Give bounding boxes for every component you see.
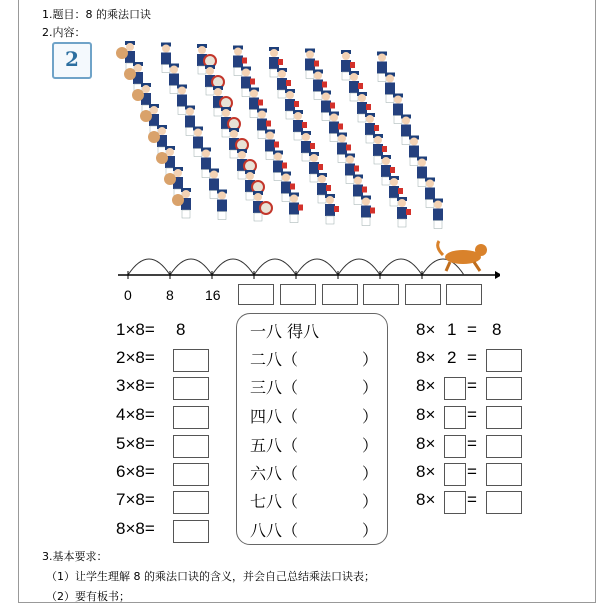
equals-sign: = <box>467 348 477 367</box>
mnemonic-close-paren: ） <box>362 436 379 455</box>
mnemonic-line: 五八（ <box>250 436 299 455</box>
mnemonic-close-paren: ） <box>362 378 379 397</box>
equals-sign: = <box>467 320 477 339</box>
band-member <box>397 197 411 227</box>
requirement-item: （2）要有板书； <box>46 590 130 603</box>
answer-box[interactable] <box>173 491 209 514</box>
answer-box[interactable] <box>173 406 209 429</box>
numline-box-32[interactable] <box>280 284 316 305</box>
band-member <box>401 115 411 145</box>
band-member <box>116 41 135 71</box>
number-line <box>110 235 500 285</box>
numline-label-16: 16 <box>205 287 221 303</box>
mnemonic-line: 四八（ <box>250 407 299 426</box>
answer-box[interactable] <box>486 435 522 458</box>
numline-box-56[interactable] <box>405 284 441 305</box>
band-member <box>289 193 303 223</box>
jump-arc <box>338 259 380 275</box>
equals-sign: = <box>467 490 477 509</box>
equation-factor: 8× <box>416 348 436 367</box>
band-member <box>417 157 427 187</box>
band-member <box>217 190 227 220</box>
band-member <box>161 43 171 73</box>
mnemonic-close-paren: ） <box>362 407 379 426</box>
jump-arc <box>128 259 170 275</box>
mnemonic-close-paren: ） <box>362 492 379 511</box>
equation-factor: 8× <box>416 490 436 509</box>
answer-box[interactable] <box>173 377 209 400</box>
equals-sign: = <box>467 376 477 395</box>
numline-label-8: 8 <box>166 287 174 303</box>
equation-factor: 8× <box>416 462 436 481</box>
jump-arc <box>254 259 296 275</box>
multiplier-box[interactable] <box>444 377 466 400</box>
equals-sign: = <box>467 405 477 424</box>
band-member <box>169 64 179 94</box>
band-member <box>185 106 195 136</box>
equation-expr: 3×8= <box>116 376 155 395</box>
jump-arc <box>380 259 422 275</box>
numline-box-48[interactable] <box>363 284 399 305</box>
band-member <box>253 191 272 221</box>
mnemonic-close-paren: ） <box>362 521 379 540</box>
mnemonic-close-paren: ） <box>362 350 379 369</box>
numline-box-64[interactable] <box>446 284 482 305</box>
equation-expr: 1×8= <box>116 320 155 339</box>
requirements-title: 3.基本要求： <box>42 550 108 563</box>
answer-box[interactable] <box>173 349 209 372</box>
title-line: 1.题目：8 的乘法口诀 <box>42 8 151 21</box>
multiplier-box[interactable] <box>444 435 466 458</box>
band-member <box>193 127 203 157</box>
answer-box[interactable] <box>173 435 209 458</box>
mnemonic-close-paren: ） <box>362 464 379 483</box>
numline-box-24[interactable] <box>238 284 274 305</box>
equation-factor: 8× <box>416 320 436 339</box>
equation-factor: 8× <box>416 405 436 424</box>
equation-expr: 4×8= <box>116 405 155 424</box>
equals-sign: = <box>467 462 477 481</box>
mnemonic-line: 三八（ <box>250 378 299 397</box>
band-member <box>201 148 211 178</box>
equation-expr: 6×8= <box>116 462 155 481</box>
content-label: 2.内容： <box>42 26 86 39</box>
band-member <box>377 52 387 82</box>
band-member <box>177 85 187 115</box>
lesson-number-badge: 2 <box>52 42 92 79</box>
band-member <box>325 194 339 224</box>
dog-icon <box>438 241 487 271</box>
band-member <box>433 199 443 229</box>
equation-expr: 5×8= <box>116 434 155 453</box>
band-member <box>425 178 435 208</box>
band-member <box>393 94 403 124</box>
mnemonic-line: 二八（ <box>250 350 299 369</box>
answer-box[interactable] <box>173 463 209 486</box>
answer-box[interactable] <box>486 491 522 514</box>
equation-factor: 8× <box>416 434 436 453</box>
numline-label-0: 0 <box>124 287 132 303</box>
band-member <box>409 136 419 166</box>
mnemonic-line: 八八（ <box>250 521 299 540</box>
equation-multiplier: 2 <box>447 348 457 367</box>
jump-arc <box>212 259 254 275</box>
equation-answer: 8 <box>176 320 186 339</box>
answer-box[interactable] <box>173 520 209 543</box>
band-member <box>209 169 219 199</box>
equation-expr: 7×8= <box>116 490 155 509</box>
band-member <box>361 196 375 226</box>
numline-box-40[interactable] <box>322 284 358 305</box>
multiplier-box[interactable] <box>444 463 466 486</box>
equation-factor: 8× <box>416 376 436 395</box>
equals-sign: = <box>467 434 477 453</box>
equation-multiplier: 1 <box>447 320 457 339</box>
mnemonic-line: 七八（ <box>250 492 299 511</box>
requirement-item: （1）让学生理解 8 的乘法口诀的含义，并会自己总结乘法口诀表； <box>46 570 375 583</box>
jump-arc <box>170 259 212 275</box>
answer-box[interactable] <box>486 349 522 372</box>
band-member <box>385 73 395 103</box>
multiplier-box[interactable] <box>444 491 466 514</box>
mnemonic-line: 六八（ <box>250 464 299 483</box>
marching-band-illustration <box>110 35 480 240</box>
equation-expr: 2×8= <box>116 348 155 367</box>
mnemonic-line: 一八 得八 <box>250 322 320 341</box>
answer-box[interactable] <box>486 463 522 486</box>
multiplier-box[interactable] <box>444 406 466 429</box>
jump-arc <box>296 259 338 275</box>
equation-expr: 8×8= <box>116 519 155 538</box>
answer-box[interactable] <box>486 406 522 429</box>
answer-box[interactable] <box>486 377 522 400</box>
equation-answer: 8 <box>492 320 502 339</box>
